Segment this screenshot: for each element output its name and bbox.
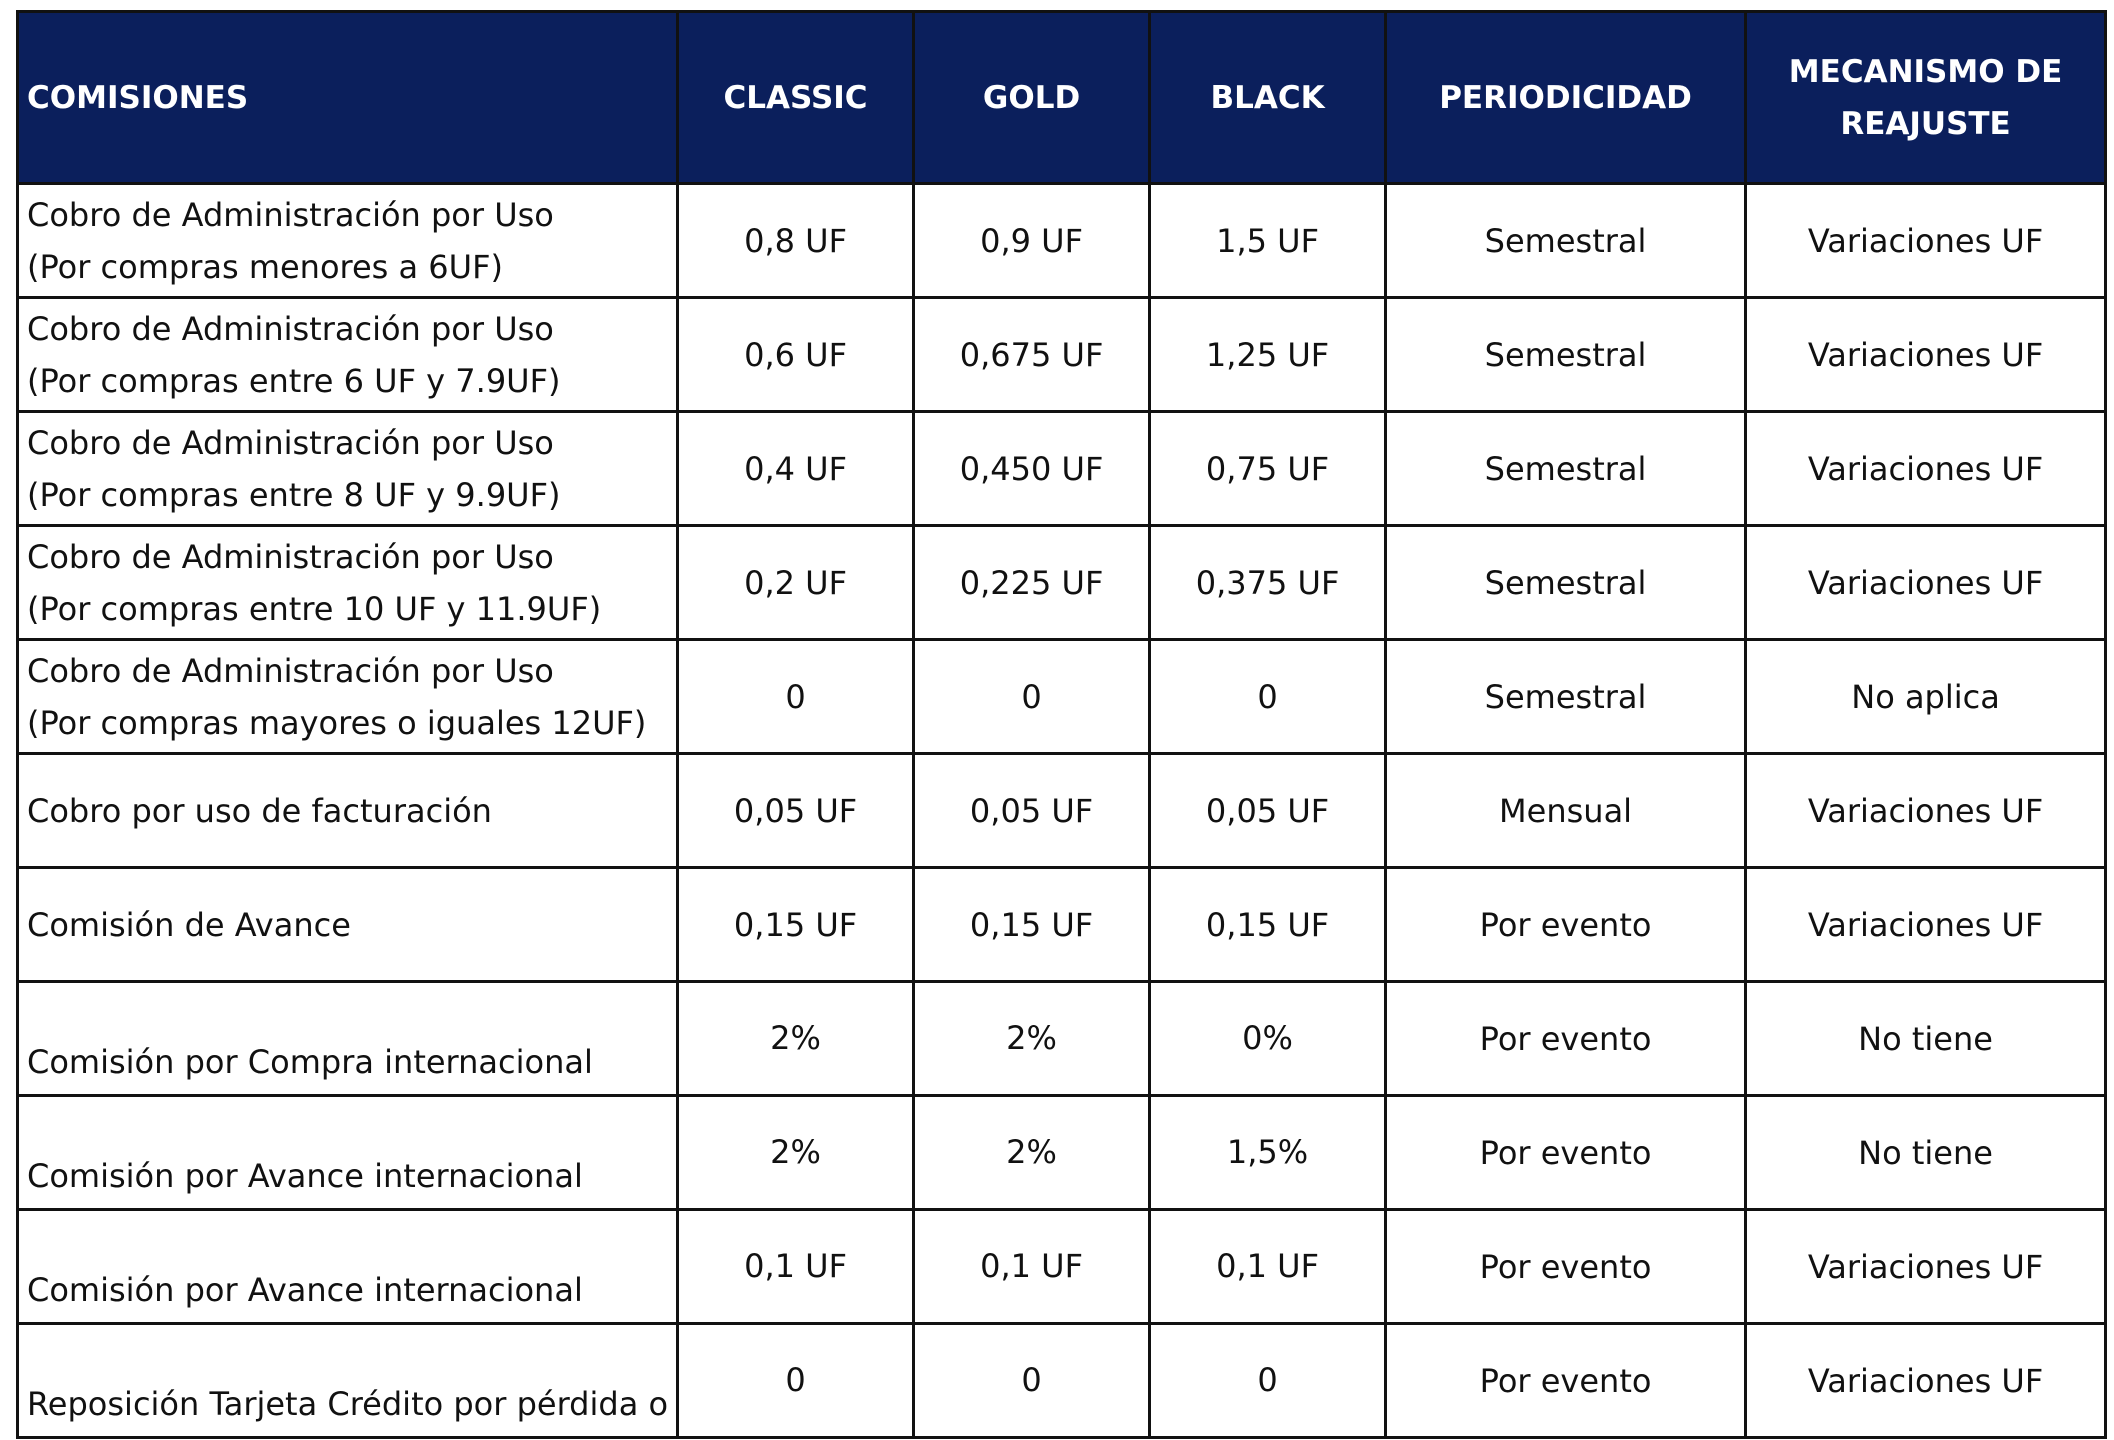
commission-label-cell bbox=[18, 1210, 678, 1324]
reajuste-cell: Variaciones UF bbox=[1746, 184, 2106, 298]
gold-cell: 0,1 UF bbox=[914, 1210, 1150, 1324]
gold-cell: 0 bbox=[914, 640, 1150, 754]
classic-cell: 0,05 UF bbox=[678, 754, 914, 868]
black-cell: 0,15 UF bbox=[1150, 868, 1386, 982]
header-black: BLACK bbox=[1150, 12, 1386, 184]
gold-cell: 2% bbox=[914, 982, 1150, 1096]
gold-cell: 0,225 UF bbox=[914, 526, 1150, 640]
table-row bbox=[18, 184, 2106, 298]
commission-label: Cobro de Administración por Uso bbox=[27, 651, 554, 690]
black-cell: 1,25 UF bbox=[1150, 298, 1386, 412]
commission-label-cell bbox=[18, 184, 678, 298]
reajuste-cell: No aplica bbox=[1746, 640, 2106, 754]
gold-cell: 0,9 UF bbox=[914, 184, 1150, 298]
commission-label-cell bbox=[18, 640, 678, 754]
header-mecanismo-reajuste: MECANISMO DE REAJUSTE bbox=[1746, 12, 2106, 184]
commission-sublabel: (Por compras mayores o iguales 12UF) bbox=[27, 703, 647, 742]
commission-label: Cobro por uso de facturación bbox=[27, 791, 492, 830]
commission-label-cell bbox=[18, 412, 678, 526]
commission-sublabel: (Por compras entre 6 UF y 7.9UF) bbox=[27, 361, 561, 400]
gold-cell: 0,675 UF bbox=[914, 298, 1150, 412]
commission-label: Cobro de Administración por Uso bbox=[27, 195, 554, 234]
reajuste-cell: No tiene bbox=[1746, 1096, 2106, 1210]
commission-label-cell bbox=[18, 298, 678, 412]
commission-sublabel: (Por compras entre 10 UF y 11.9UF) bbox=[27, 589, 602, 628]
reajuste-cell: No tiene bbox=[1746, 982, 2106, 1096]
table-row bbox=[18, 1210, 2106, 1324]
periodicidad-cell: Semestral bbox=[1386, 412, 1746, 526]
gold-cell: 2% bbox=[914, 1096, 1150, 1210]
black-cell: 1,5% bbox=[1150, 1096, 1386, 1210]
reajuste-cell: Variaciones UF bbox=[1746, 298, 2106, 412]
gold-cell: 0,450 UF bbox=[914, 412, 1150, 526]
black-cell: 0,05 UF bbox=[1150, 754, 1386, 868]
black-cell: 0% bbox=[1150, 982, 1386, 1096]
periodicidad-cell: Mensual bbox=[1386, 754, 1746, 868]
periodicidad-cell: Semestral bbox=[1386, 640, 1746, 754]
header-gold: GOLD bbox=[914, 12, 1150, 184]
reajuste-cell: Variaciones UF bbox=[1746, 1324, 2106, 1438]
classic-cell: 2% bbox=[678, 982, 914, 1096]
commission-label: Cobro de Administración por Uso bbox=[27, 537, 554, 576]
reajuste-cell: Variaciones UF bbox=[1746, 868, 2106, 982]
black-cell: 0,375 UF bbox=[1150, 526, 1386, 640]
gold-cell: 0 bbox=[914, 1324, 1150, 1438]
commission-label-cell bbox=[18, 1324, 678, 1438]
reajuste-cell: Variaciones UF bbox=[1746, 1210, 2106, 1324]
commission-label-cell bbox=[18, 868, 678, 982]
classic-cell: 0,2 UF bbox=[678, 526, 914, 640]
classic-cell: 0,1 UF bbox=[678, 1210, 914, 1324]
classic-cell: 0 bbox=[678, 640, 914, 754]
periodicidad-cell: Por evento bbox=[1386, 1096, 1746, 1210]
table-row bbox=[18, 754, 2106, 868]
table-row bbox=[18, 868, 2106, 982]
gold-cell: 0,15 UF bbox=[914, 868, 1150, 982]
periodicidad-cell: Por evento bbox=[1386, 868, 1746, 982]
classic-cell: 2% bbox=[678, 1096, 914, 1210]
table-row bbox=[18, 1096, 2106, 1210]
commission-sublabel: (Por compras menores a 6UF) bbox=[27, 247, 503, 286]
table-row bbox=[18, 1324, 2106, 1438]
periodicidad-cell: Por evento bbox=[1386, 1210, 1746, 1324]
periodicidad-cell: Semestral bbox=[1386, 298, 1746, 412]
commission-label-cell bbox=[18, 754, 678, 868]
black-cell: 0,1 UF bbox=[1150, 1210, 1386, 1324]
header-row bbox=[18, 12, 2106, 184]
header-classic: CLASSIC bbox=[678, 12, 914, 184]
periodicidad-cell: Por evento bbox=[1386, 982, 1746, 1096]
classic-cell: 0 bbox=[678, 1324, 914, 1438]
reajuste-cell: Variaciones UF bbox=[1746, 412, 2106, 526]
black-cell: 0 bbox=[1150, 640, 1386, 754]
commission-sublabel: (Por compras entre 8 UF y 9.9UF) bbox=[27, 475, 561, 514]
table-row bbox=[18, 640, 2106, 754]
gold-cell: 0,05 UF bbox=[914, 754, 1150, 868]
table-row bbox=[18, 298, 2106, 412]
table-row bbox=[18, 412, 2106, 526]
table-row bbox=[18, 526, 2106, 640]
commission-label: Comisión por Compra internacional bbox=[27, 1043, 593, 1081]
commission-label-cell bbox=[18, 526, 678, 640]
commission-label: Cobro de Administración por Uso bbox=[27, 423, 554, 462]
periodicidad-cell: Semestral bbox=[1386, 526, 1746, 640]
black-cell: 0 bbox=[1150, 1324, 1386, 1438]
classic-cell: 0,15 UF bbox=[678, 868, 914, 982]
commission-label-cell bbox=[18, 982, 678, 1096]
commission-label: Cobro de Administración por Uso bbox=[27, 309, 554, 348]
commissions-table bbox=[16, 10, 2107, 1439]
commission-label: Comisión por Avance internacional bbox=[27, 1157, 583, 1195]
classic-cell: 0,4 UF bbox=[678, 412, 914, 526]
table-row bbox=[18, 982, 2106, 1096]
table-body bbox=[18, 184, 2106, 1438]
table-header bbox=[18, 12, 2106, 184]
commission-label: Comisión por Avance internacional bbox=[27, 1271, 583, 1309]
commission-label: Comisión de Avance bbox=[27, 905, 351, 944]
header-periodicidad: PERIODICIDAD bbox=[1386, 12, 1746, 184]
reajuste-cell: Variaciones UF bbox=[1746, 754, 2106, 868]
classic-cell: 0,6 UF bbox=[678, 298, 914, 412]
periodicidad-cell: Por evento bbox=[1386, 1324, 1746, 1438]
commission-label-cell bbox=[18, 1096, 678, 1210]
black-cell: 0,75 UF bbox=[1150, 412, 1386, 526]
header-comisiones: COMISIONES bbox=[18, 12, 678, 184]
reajuste-cell: Variaciones UF bbox=[1746, 526, 2106, 640]
periodicidad-cell: Semestral bbox=[1386, 184, 1746, 298]
black-cell: 1,5 UF bbox=[1150, 184, 1386, 298]
classic-cell: 0,8 UF bbox=[678, 184, 914, 298]
commission-label: Reposición Tarjeta Crédito por pérdida o bbox=[27, 1385, 669, 1423]
